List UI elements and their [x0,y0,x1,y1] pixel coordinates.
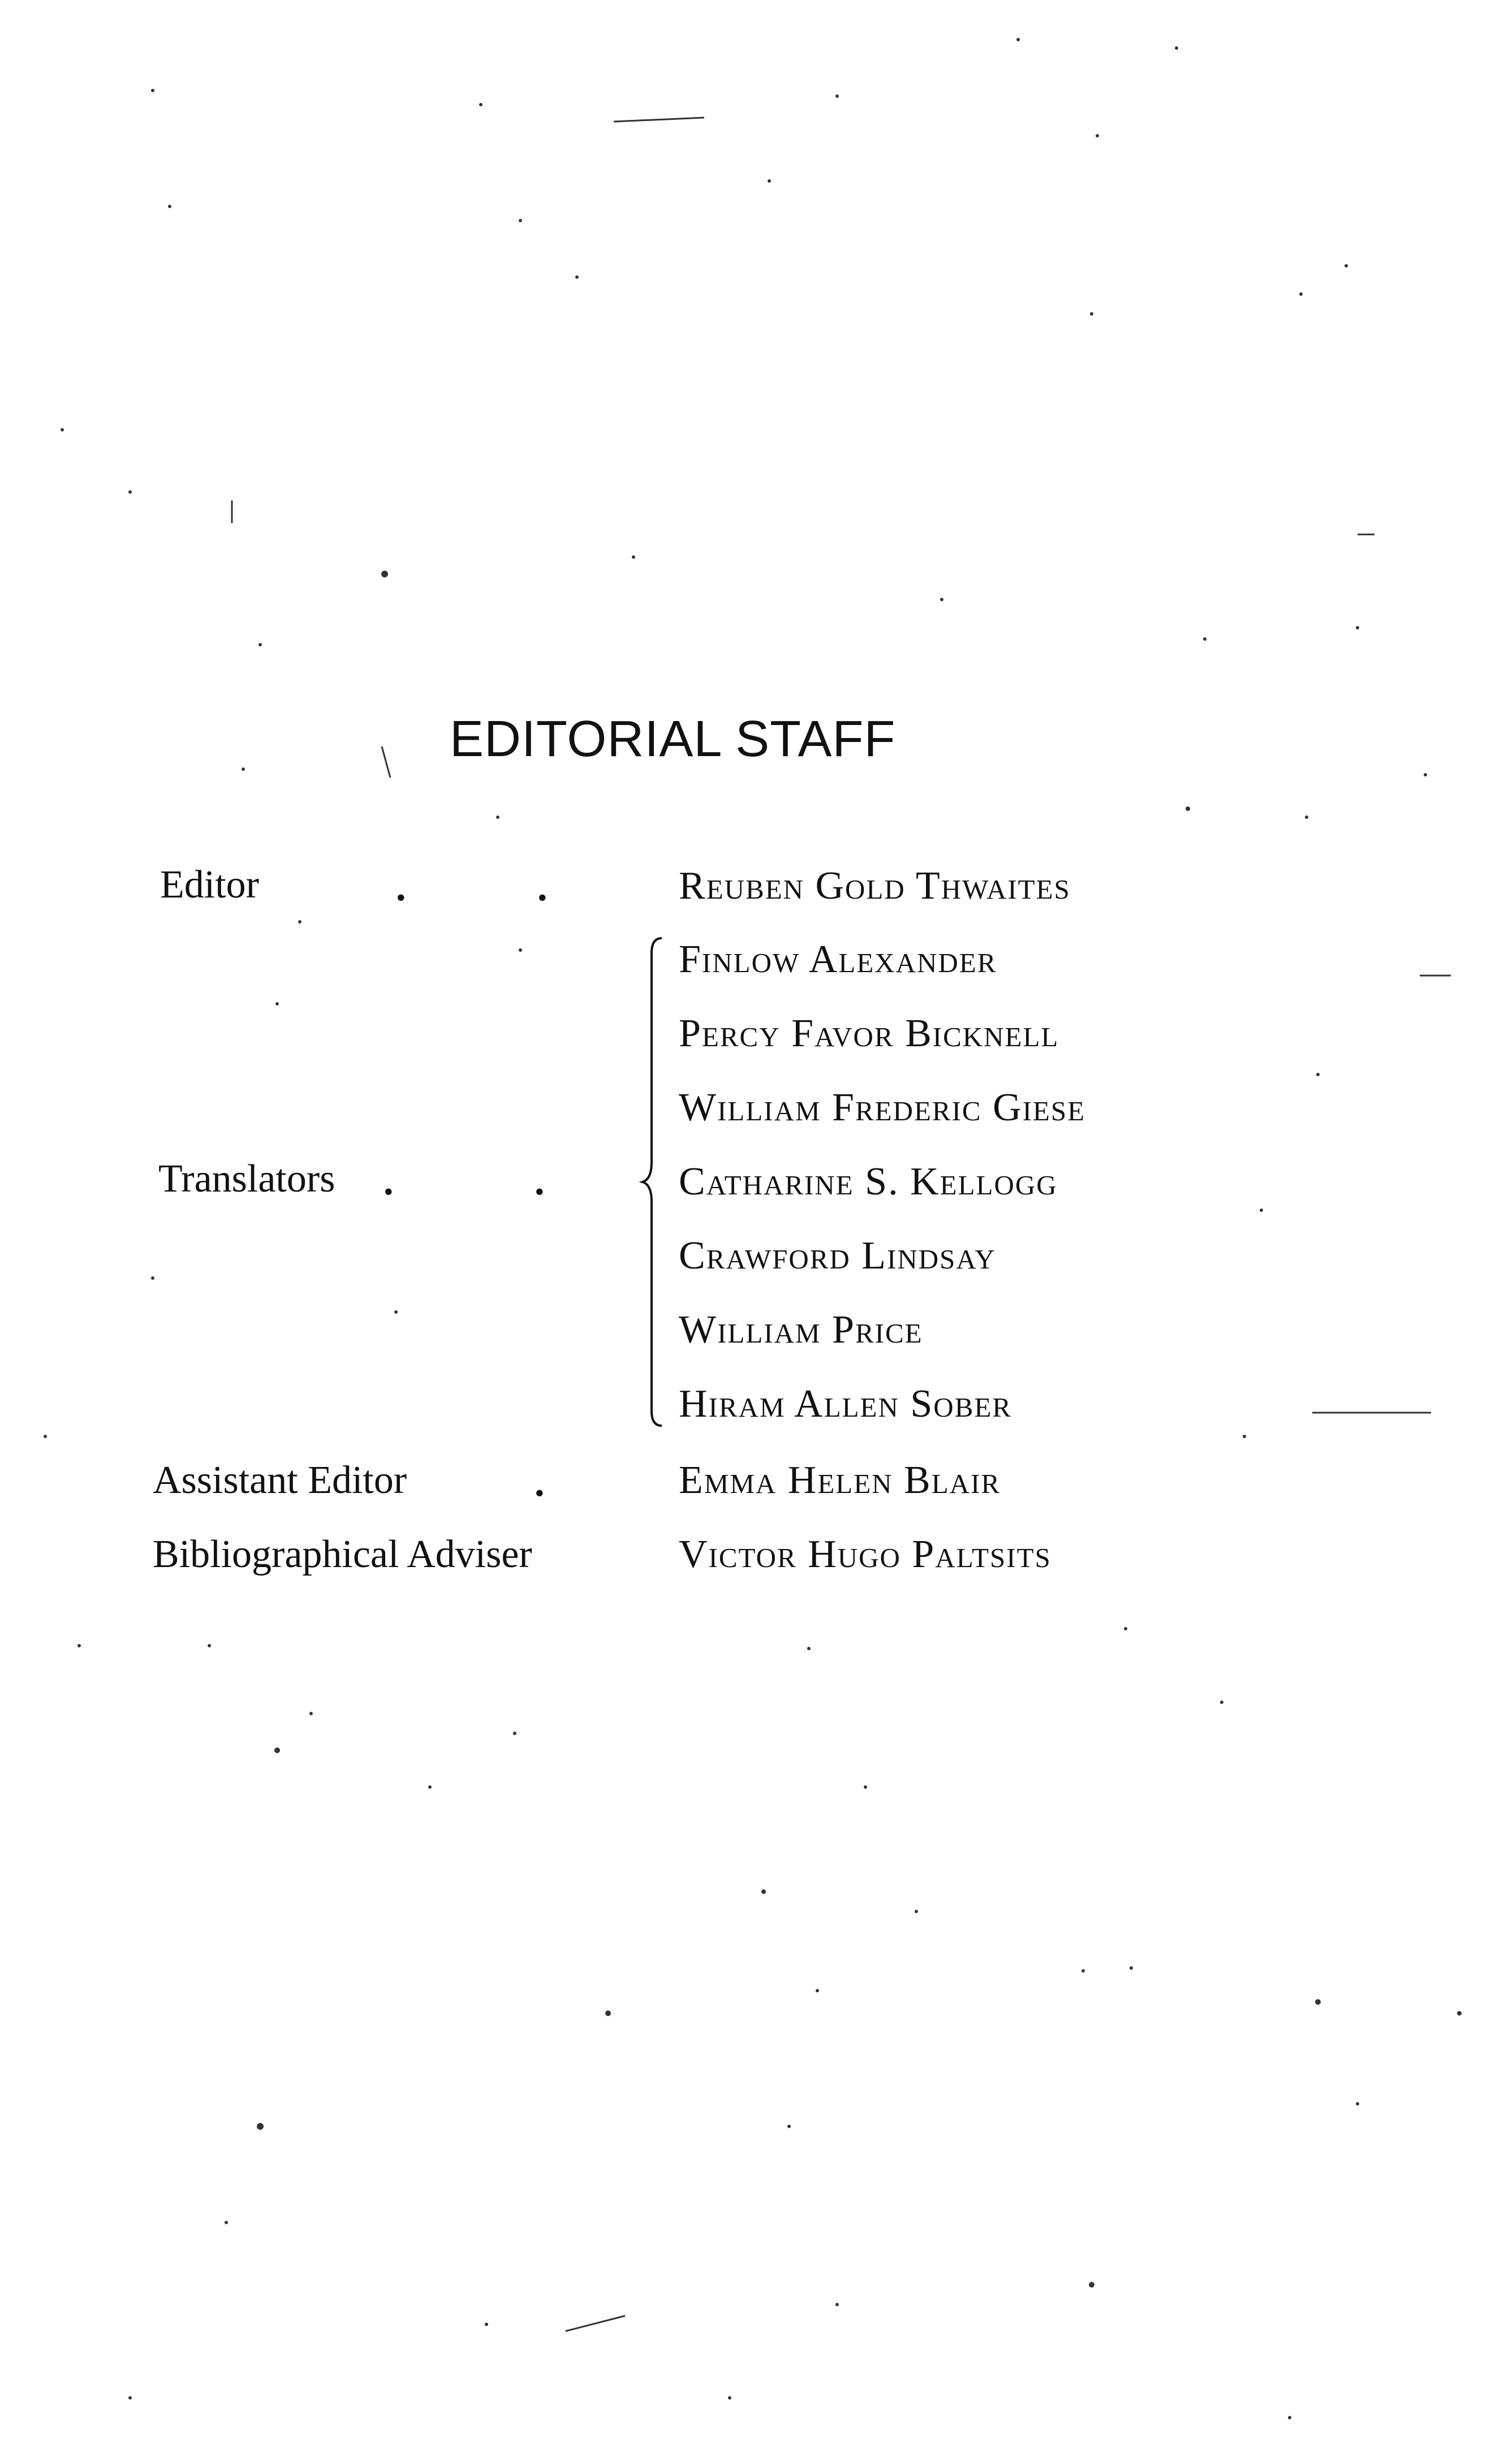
leader-dot: . [396,866,406,909]
leader-dot: . [535,1160,545,1203]
editor-role-label: Editor [160,863,259,907]
translator-name: Percy Favor Bicknell [679,1012,1059,1055]
translator-name: William Price [679,1308,923,1352]
leader-dot: . [537,866,548,909]
translator-name: William Frederic Giese [679,1086,1086,1129]
assistant-editor-name: Emma Helen Blair [679,1458,1001,1502]
leader-dot: . [383,1160,394,1203]
assistant-editor-role-label: Assistant Editor [153,1458,407,1502]
translator-name: Finlow Alexander [679,938,997,981]
translators-role-label: Translators [158,1157,335,1201]
bibliographical-adviser-name: Victor Hugo Paltsits [679,1533,1052,1576]
editor-name: Reuben Gold Thwaites [679,864,1071,908]
leader-dot: . [535,1461,545,1505]
translator-name: Crawford Lindsay [679,1234,996,1278]
translator-name: Catharine S. Kellogg [679,1160,1058,1203]
translators-brace [639,936,673,1428]
page-title: EDITORIAL STAFF [450,711,896,767]
translator-name: Hiram Allen Sober [679,1382,1012,1426]
bibliographical-adviser-role-label: Bibliographical Adviser [153,1533,532,1576]
